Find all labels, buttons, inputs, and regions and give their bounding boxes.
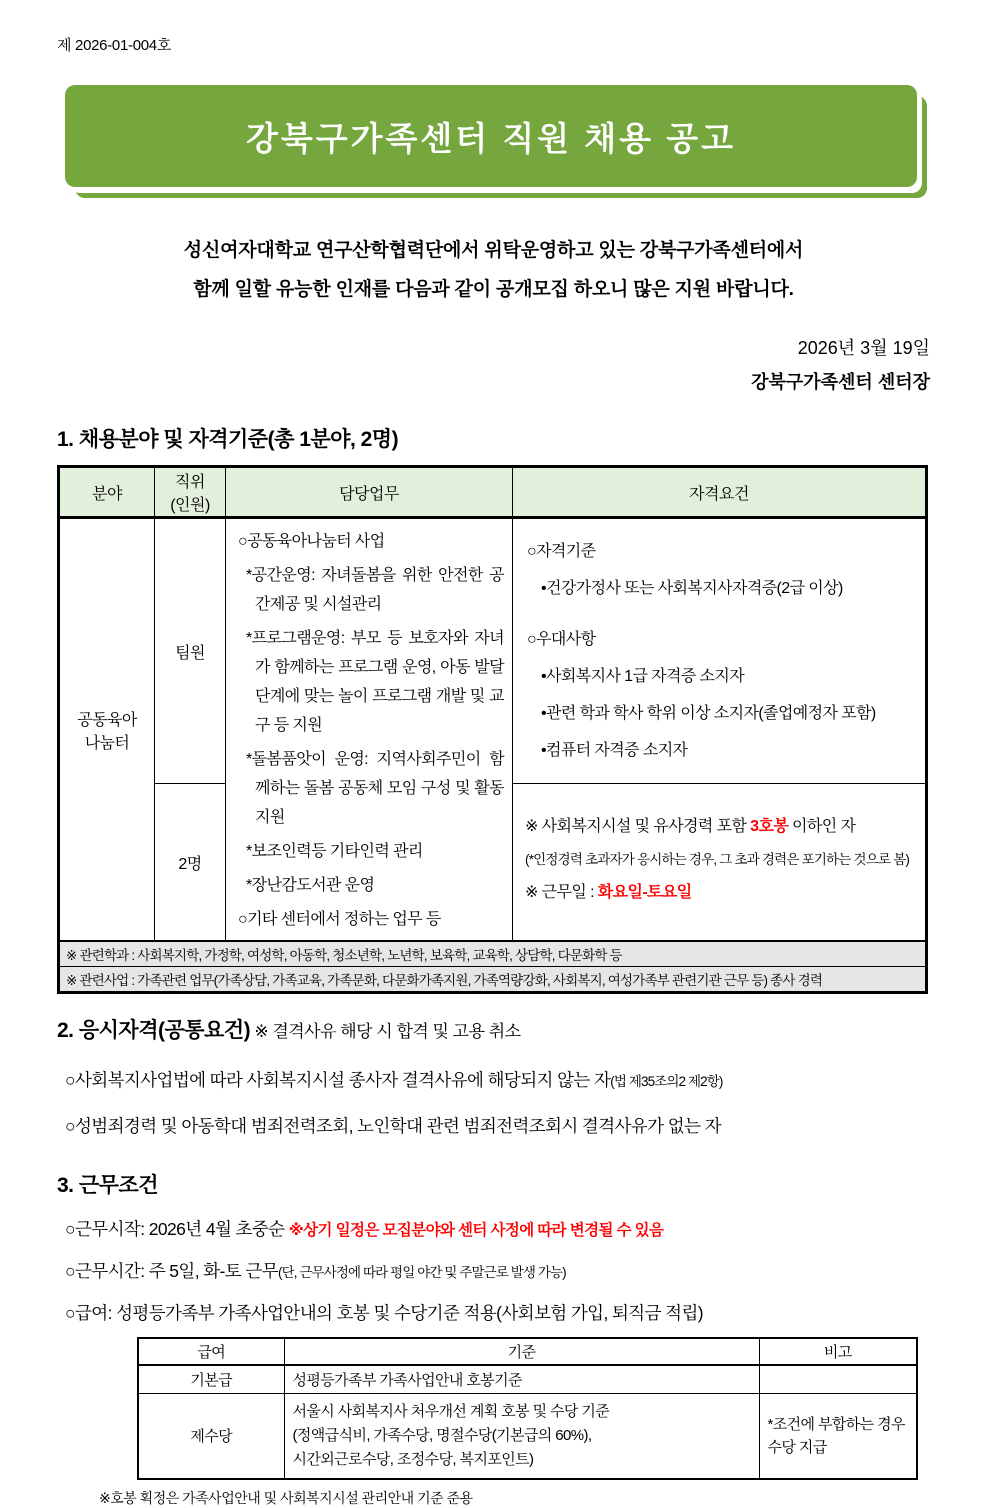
qual-text: 사회복지사 1급 자격증 소지자	[546, 668, 745, 685]
duty-marker: *	[246, 877, 252, 894]
item-marker: ○	[65, 1116, 75, 1136]
duty-text: 보조인력등 기타인력 관리	[251, 843, 423, 860]
qual-item	[527, 695, 915, 732]
hobong-note: ※호봉 획정은 가족사업안내 및 사회복지시설 관리안내 기준 준용	[99, 1489, 473, 1506]
qual-marker: •	[541, 580, 547, 597]
section2-heading-suffix: ※ 결격사유 해당 시 합격 및 고용 취소	[250, 1022, 521, 1041]
qualification-cell-bottom	[513, 784, 927, 941]
item-text: 사회복지사업법에 따라 사회복지시설 종사자 결격사유에 해당되지 않는 자	[74, 1070, 611, 1090]
criteria-line: (정액급식비, 가족수당, 명절수당(기본급의 60%),	[292, 1426, 592, 1444]
header-position-line1: 직위	[175, 474, 205, 491]
qual-text: 건강가정사 또는 사회복지사자격증(2급 이상)	[546, 580, 843, 597]
item-marker: ○	[65, 1261, 75, 1281]
qual-note-text: 이하인 자	[788, 818, 856, 836]
item-detail: (법 제35조의2 제2항)	[610, 1074, 723, 1089]
qual-note-highlight: 화요일-토요일	[597, 884, 692, 902]
salary-criteria-cell: 성평등가족부 가족사업안내 호봉기준	[284, 1365, 759, 1393]
salary-header-row	[138, 1338, 917, 1365]
salary-header-type: 급여	[138, 1338, 284, 1365]
conditions-list	[57, 1209, 930, 1333]
duty-text: 공간운영: 자녀돌봄을 위한 안전한 공간제공 및 시설관리	[251, 567, 504, 613]
salary-criteria-lines	[293, 1396, 751, 1476]
header-duties: 담당업무	[226, 467, 513, 518]
duty-marker: *	[246, 630, 252, 647]
qual-note-highlight: 3호봉	[750, 818, 789, 836]
duty-text: 장난감도서관 운영	[251, 877, 375, 894]
duty-text: 프로그램운영: 부모 등 보호자와 자녀가 함께하는 프로그램 운영, 아동 발달단계에 맞는 놀이 프로그램 개발 및 교구 등 지원	[251, 630, 504, 734]
section3-heading: 3. 근무조건	[57, 1174, 158, 1197]
title-banner	[65, 85, 917, 187]
duty-marker: *	[246, 567, 252, 584]
salary-table	[137, 1337, 918, 1480]
section1-heading: 1. 채용분야 및 자격기준(총 1분야, 2명)	[57, 428, 399, 451]
related-majors-note: ※ 관련학과 : 사회복지학, 가정학, 여성학, 아동학, 청소년학, 노년학, 보육학, 교육학, 상담학, 다문화학 등	[59, 941, 927, 967]
salary-type-cell: 제수당	[138, 1393, 284, 1479]
qual-item	[527, 658, 915, 695]
item-detail: (단, 근무사정에 따라 평일 야간 및 주말근로 발생 가능)	[277, 1265, 566, 1280]
salary-type-cell: 기본급	[138, 1365, 284, 1393]
duty-item	[238, 745, 504, 832]
duty-text: 공동육아나눔터 사업	[247, 533, 385, 550]
item-text: 성범죄경력 및 아동학대 범죄전력조회, 노인학대 관련 범죄전력조회시 결격사유가 없는 자	[74, 1116, 721, 1136]
criteria-line: 시간외근로수당, 조정수당, 복지포인트)	[292, 1450, 534, 1468]
salary-header-criteria: 기준	[284, 1338, 759, 1365]
intro-line-2: 함께 일할 유능한 인재를 다음과 같이 공개모집 하오니 많은 지원 바랍니다.	[193, 279, 794, 300]
field-line1: 공동육아	[77, 711, 137, 729]
requirement-item	[65, 1058, 930, 1104]
duty-item	[238, 624, 504, 740]
item-text: 급여: 성평등가족부 가족사업안내의 호봉 및 수당기준 적용(사회보험 가입, 퇴직금 적립)	[74, 1303, 703, 1323]
item-text: 근무시간: 주 5일, 화-토 근무	[74, 1261, 278, 1281]
section2-heading	[57, 1014, 930, 1044]
section2-heading-text: 2. 응시자격(공통요건)	[57, 1019, 251, 1042]
signature-block	[57, 331, 930, 399]
duty-item	[238, 837, 504, 866]
qual-marker: ○	[527, 543, 537, 560]
document-number: 제 2026-01-004호	[57, 37, 172, 54]
header-position	[155, 467, 226, 518]
item-marker: ○	[65, 1303, 75, 1323]
page-title: 강북구가족센터 직원 채용 공고	[246, 119, 736, 157]
issuer-title: 강북구가족센터 센터장	[751, 372, 930, 392]
schedule-change-warning: ※상기 일정은 모집분야와 센터 사정에 따라 변경될 수 있음	[288, 1222, 664, 1239]
recruitment-table	[57, 465, 928, 994]
item-marker: ○	[65, 1070, 75, 1090]
duty-marker: *	[246, 843, 252, 860]
qual-note-text: ※ 사회복지시설 및 유사경력 포함	[525, 818, 751, 836]
requirements-list	[57, 1058, 930, 1149]
qual-text: 관련 학과 학사 학위 이상 소지자(졸업예정자 포함)	[546, 705, 876, 722]
duty-item	[238, 561, 504, 619]
qual-note-detail: (*인정경력 초과자가 응시하는 경우, 그 초과 경력은 포기하는 것으로 봄)	[525, 852, 910, 868]
position-cell-bottom: 2명	[155, 784, 226, 941]
criteria-line: 서울시 사회복지사 처우개선 계획 호봉 및 수당 기준	[292, 1402, 610, 1420]
qual-text: 자격기준	[536, 543, 596, 560]
qual-note-line1	[525, 810, 917, 843]
related-work-note: ※ 관련사업 : 가족관련 업무(가족상담, 가족교육, 가족문화, 다문화가족지원, 가족역량강화, 사회복지, 여성가족부 관련기관 근무 등) 종사 경력	[59, 967, 927, 993]
duty-text: 돌봄품앗이 운영: 지역사회주민이 함께하는 돌봄 공동체 모임 구성 및 활동지원	[251, 751, 504, 826]
header-position-line2: (인원)	[170, 497, 210, 514]
salary-row-allowance	[138, 1393, 917, 1479]
condition-item-time	[65, 1251, 930, 1293]
item-marker: ○	[65, 1219, 75, 1239]
field-line2: 나눔터	[84, 734, 130, 752]
recruitment-row-top	[59, 518, 927, 784]
qual-note-line2	[525, 876, 917, 909]
footnote-row	[59, 941, 927, 967]
salary-criteria-cell	[284, 1393, 759, 1479]
duty-text: 기타 센터에서 정하는 업무 등	[247, 911, 441, 928]
qual-marker: ○	[527, 631, 537, 648]
duty-marker: ○	[238, 533, 248, 550]
duty-marker: ○	[238, 911, 248, 928]
qual-marker: •	[541, 705, 547, 722]
recruitment-table-header-row	[59, 467, 927, 518]
salary-row-basic	[138, 1365, 917, 1393]
duty-item	[238, 527, 504, 556]
qual-item	[527, 570, 915, 607]
field-cell	[59, 518, 155, 942]
condition-item-start	[65, 1209, 930, 1251]
qual-item	[527, 533, 915, 570]
duty-marker: *	[246, 751, 252, 768]
position-cell-top: 팀원	[155, 518, 226, 784]
qual-marker: •	[541, 668, 547, 685]
footnote-row	[59, 967, 927, 993]
intro-paragraph	[57, 231, 930, 309]
qual-text: 컴퓨터 자격증 소지자	[546, 742, 688, 759]
duty-item	[238, 905, 504, 934]
qual-text: 우대사항	[536, 631, 596, 648]
qual-marker: •	[541, 742, 547, 759]
item-text: 근무시작: 2026년 4월 초중순	[74, 1219, 289, 1239]
header-field: 분야	[59, 467, 155, 518]
intro-line-1: 성신여자대학교 연구산학협력단에서 위탁운영하고 있는 강북구가족센터에서	[183, 240, 804, 261]
duties-cell	[226, 518, 513, 942]
salary-note-cell: *조건에 부합하는 경우 수당 지급	[759, 1393, 917, 1479]
issue-date: 2026년 3월 19일	[797, 338, 930, 358]
qualification-cell-top	[513, 518, 927, 784]
qual-item	[527, 732, 915, 769]
condition-item-pay	[65, 1293, 930, 1333]
header-qualification: 자격요건	[513, 467, 927, 518]
salary-note-cell	[759, 1365, 917, 1393]
salary-header-note: 비고	[759, 1338, 917, 1365]
qual-item	[527, 621, 915, 658]
duty-item	[238, 871, 504, 900]
requirement-item	[65, 1104, 930, 1149]
qual-note-text: ※ 근무일 :	[525, 884, 598, 902]
